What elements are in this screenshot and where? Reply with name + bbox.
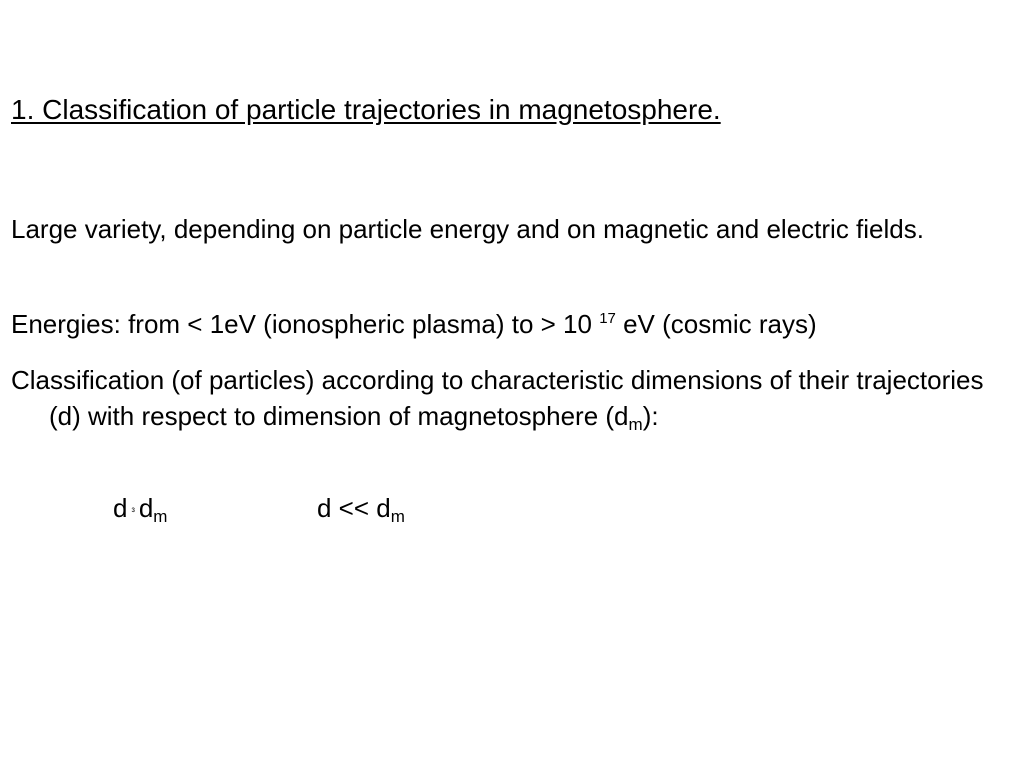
paragraph-variety-text: Large variety, depending on particle energy and on magnetic and electric fields. [11,214,924,244]
classification-end: ): [642,401,659,431]
classification-subscript: m [628,415,643,434]
comparison-small-text: d << d [317,493,391,523]
energies-text-before: Energies: from < 1eV (ionospheric plasma) to > 10 [11,309,600,339]
energies-exponent: 17 [599,310,616,327]
slide-title-text: 1. Classification of particle trajectories in magnetosphere. [11,94,721,125]
comparison-large [113,490,167,533]
paragraph-energies [11,306,1011,342]
paragraph-classification [11,362,1011,434]
comparison-small-subscript: m [390,507,405,526]
paragraph-variety [11,211,1011,247]
comparison-large-subscript: m [153,507,168,526]
slide-title [11,92,721,128]
comparison-large-right: d [138,493,154,523]
energies-text-after: eV (cosmic rays) [615,309,817,339]
comparison-large-left: d [113,493,128,523]
comparison-large-symbol: ³ [131,507,135,518]
comparison-small [317,490,405,526]
classification-text: Classification (of particles) according to characteristic dimensions of their trajectories (d) with respect to dimension of magnetosphere (d [11,365,984,431]
